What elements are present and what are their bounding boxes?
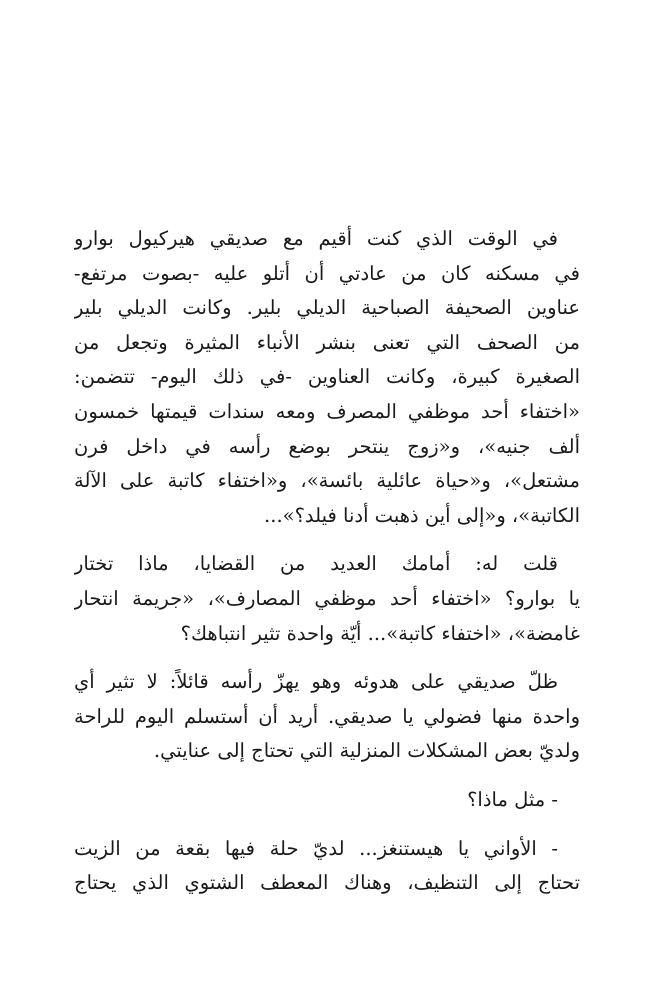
text-line: مشتعل»، و«حياة عائلية بائسة»، و«اختفاء كاتبة على الآلة — [74, 469, 580, 493]
text-line: غامضة»، «اختفاء كاتبة»... أيّة واحدة تثير انتباهك؟ — [180, 621, 580, 645]
text-line: ولديّ بعض المشكلات المنزلية التي تحتاج إلى عنايتي. — [153, 739, 580, 763]
text-line: ظلّ صديقي على هدوئه وهو يهزّ رأسه قائلاً: لا تثير أي — [74, 670, 558, 694]
text-line: عناوين الصحيفة الصباحية الديلي بلير. وكانت الديلي بلير — [74, 296, 580, 320]
paragraph-spacer — [74, 769, 580, 783]
text-line: الكاتبة»، و«إلى أين ذهبت أدنا فيلد؟»... — [264, 503, 580, 527]
text-line: الصغيرة كبيرة، وكانت العناوين -في ذلك اليوم- تتضمن: — [74, 365, 580, 389]
paragraph-5 — [74, 832, 580, 901]
text-line: في الوقت الذي كنت أقيم مع صديقي هيركيول بوارو — [74, 227, 558, 250]
paragraph-2 — [74, 547, 580, 651]
text-line: قلت له: أمامك العديد من القضايا، ماذا تختار — [74, 552, 558, 576]
text-line: «اختفاء أحد موظفي المصرف ومعه سندات قيمتها خمسون — [74, 399, 580, 423]
paragraph-1 — [74, 222, 580, 533]
paragraph-spacer — [74, 651, 580, 665]
paragraph-3 — [74, 665, 580, 769]
text-line: واحدة منها فضولي يا صديقي. أريد أن أستسلم اليوم للراحة — [74, 704, 580, 728]
paragraph-4 — [74, 783, 580, 818]
paragraph-spacer — [74, 818, 580, 832]
text-line: ألف جنيه»، و«زوج ينتحر بوضع رأسه في داخل فرن — [74, 434, 580, 458]
text-line: - مثل ماذا؟ — [467, 787, 558, 811]
text-line: يا بوارو؟ «اختفاء أحد موظفي المصارف»، «جريمة انتحار — [74, 586, 580, 610]
book-page-text — [74, 222, 580, 901]
paragraph-spacer — [74, 533, 580, 547]
text-line: في مسكنه كان من عادتي أن أتلو عليه -بصوت مرتفع- — [74, 261, 580, 285]
text-line: من الصحف التي تعنى بنشر الأنباء المثيرة وتجعل من — [74, 330, 580, 354]
text-line: - الأواني يا هيستنغز... لديّ حلة فيها بقعة من الزيت — [74, 836, 558, 860]
text-line: تحتاج إلى التنظيف، وهناك المعطف الشتوي الذي يحتاج — [74, 871, 580, 895]
